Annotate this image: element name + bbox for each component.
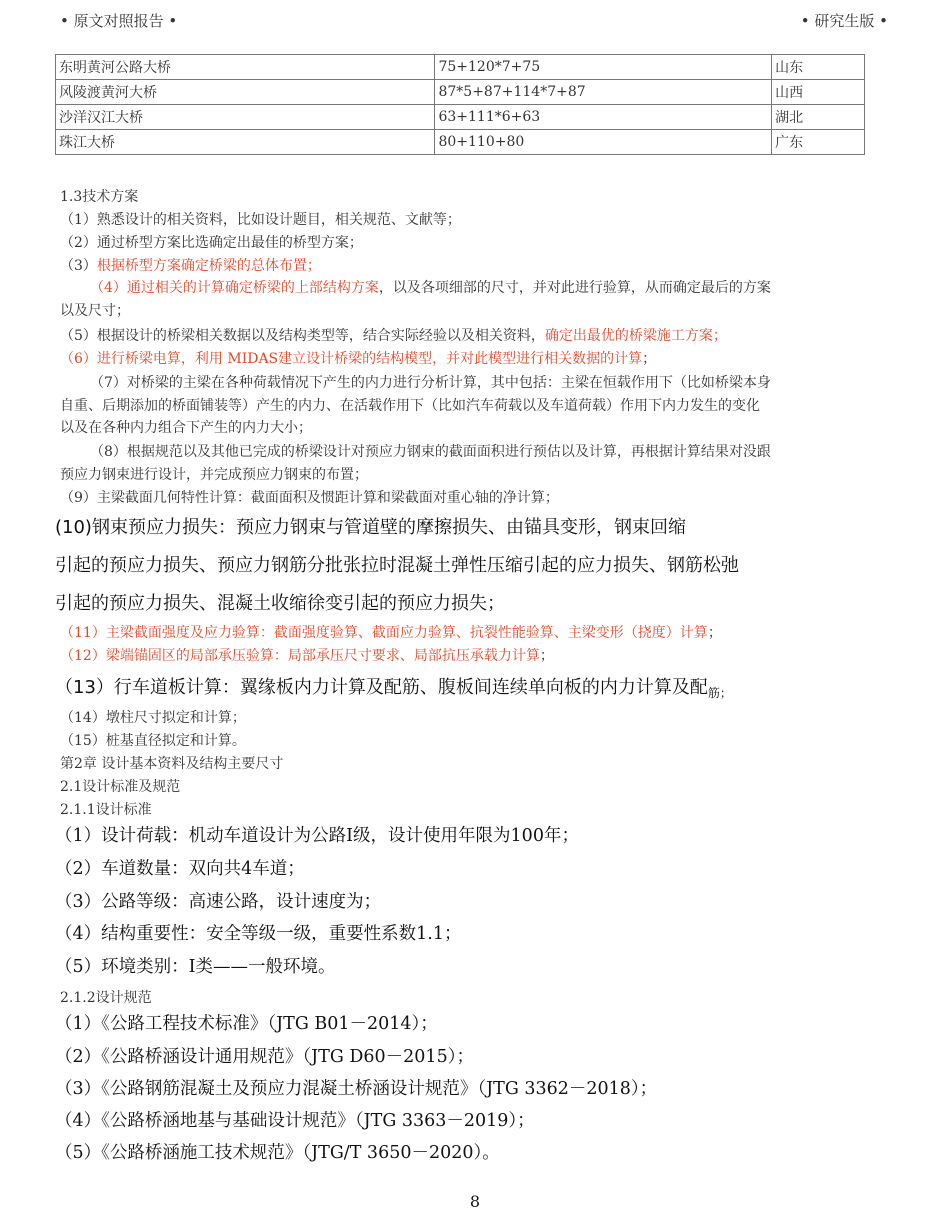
tech-item-12 xyxy=(60,645,554,665)
standard-item-5: （5）环境类别：Ⅰ类——一般环境。 xyxy=(55,957,336,977)
province-cell: 山东 xyxy=(772,55,865,80)
section-1-3-title: 1.3技术方案 xyxy=(60,189,139,205)
tech-item-12-end: ； xyxy=(539,648,554,664)
tech-item-9: （9）主梁截面几何特性计算：截面面积及惯距计算和梁截面对重心轴的净计算； xyxy=(60,490,559,506)
span-layout-cell: 87*5+87+114*7+87 xyxy=(435,80,772,105)
standard-item-3: （3）公路等级：高速公路，设计速度为； xyxy=(55,892,382,912)
tech-item-8-line-1: （8）根据规范以及其他已完成的桥梁设计对预应力钢束的截面面积进行预估以及计算，再根据计算结果对没跟 xyxy=(90,444,771,460)
tech-item-13-text: （13）行车道板计算：翼缘板内力计算及配筋、腹板间连续单向板的内力计算及配 xyxy=(55,677,708,698)
code-item-5: （5）《公路桥涵施工技术规范》（JTG/T 3650－2020）。 xyxy=(55,1143,500,1163)
tech-item-10-line-1: (10)钢束预应力损失：预应力钢束与管道壁的摩擦损失、由锚具变形，钢束回缩 xyxy=(55,517,686,538)
header-watermark xyxy=(250,0,700,55)
table-row xyxy=(56,80,865,105)
header-right-label: • 研究生版 • xyxy=(800,12,888,30)
standard-item-1: （1）设计荷载：机动车道设计为公路Ⅰ级，设计使用年限为100年； xyxy=(55,826,579,846)
tech-item-10-line-3: 引起的预应力损失、混凝土收缩徐变引起的预应力损失； xyxy=(55,593,505,614)
tech-item-10-line-2: 引起的预应力损失、预应力钢筋分批张拉时混凝土弹性压缩引起的应力损失、钢筋松弛 xyxy=(55,555,739,576)
tech-item-6-highlight: （6）进行桥梁电算，利用 MIDAS建立设计桥梁的结构模型，并对此模型进行相关数据的计算 xyxy=(60,351,643,367)
province-cell: 广东 xyxy=(772,130,865,155)
tech-item-3-highlight: 根据桥型方案确定桥梁的总体布置； xyxy=(96,258,321,274)
chapter-2-title: 第2章 设计基本资料及结构主要尺寸 xyxy=(60,756,284,772)
code-item-4: （4）《公路桥涵地基与基础设计规范》（JTG 3363－2019）； xyxy=(55,1111,535,1131)
tech-item-3-prefix: （3） xyxy=(60,258,97,274)
province-cell: 湖北 xyxy=(772,105,865,130)
tech-item-4-rest: ，以及各项细部的尺寸，并对此进行验算，从而确定最后的方案 xyxy=(378,280,771,296)
code-item-3: （3）《公路钢筋混凝土及预应力混凝土桥涵设计规范》（JTG 3362－2018）； xyxy=(55,1079,658,1099)
tech-item-11-end: ； xyxy=(707,625,722,641)
standard-item-2: （2）车道数量：双向共4车道； xyxy=(55,859,305,879)
province-cell: 山西 xyxy=(772,80,865,105)
tech-item-4-cont: 以及尺寸； xyxy=(60,303,130,319)
tech-item-3 xyxy=(60,255,321,275)
tech-item-13-end: ； xyxy=(719,686,732,700)
tech-item-5 xyxy=(60,325,727,345)
tech-item-13-subscript: 筋 xyxy=(707,686,720,700)
tech-item-7-line-2: 自重、后期添加的桥面铺装等）产生的内力、在活载作用下（比如汽车荷载以及车道荷载）作用下内力发生的变化 xyxy=(60,398,760,414)
bridge-name-cell: 东明黄河公路大桥 xyxy=(56,55,435,80)
bridge-name-cell: 珠江大桥 xyxy=(56,130,435,155)
bridge-name-cell: 风陵渡黄河大桥 xyxy=(56,80,435,105)
tech-item-13 xyxy=(55,673,732,701)
section-2-1-1-title: 2.1.1设计标准 xyxy=(60,802,152,818)
standard-item-4: （4）结构重要性：安全等级一级，重要性系数1.1； xyxy=(55,924,462,944)
tech-item-7-line-1: （7）对桥梁的主梁在各种荷载情况下产生的内力进行分析计算，其中包括：主梁在恒载作用下（比如桥梁本身 xyxy=(90,375,771,391)
tech-item-5-text: （5）根据设计的桥梁相关数据以及结构类型等，结合实际经验以及相关资料， xyxy=(60,328,545,344)
tech-item-2: （2）通过桥型方案比选确定出最佳的桥型方案； xyxy=(60,235,363,251)
tech-item-15: （15）桩基直径拟定和计算。 xyxy=(60,733,246,749)
tech-item-5-highlight: 确定出最优的桥梁施工方案； xyxy=(544,328,727,344)
tech-item-7-line-3: 以及在各种内力组合下产生的内力大小； xyxy=(60,420,312,436)
tech-item-11-highlight: （11）主梁截面强度及应力验算：截面强度验算、截面应力验算、抗裂性能验算、主梁变形（挠度）计算 xyxy=(60,625,708,641)
section-2-1-title: 2.1设计标准及规范 xyxy=(60,779,181,795)
bridge-table xyxy=(55,54,865,155)
tech-item-11 xyxy=(60,622,722,642)
table-row xyxy=(56,55,865,80)
tech-item-4 xyxy=(90,277,771,297)
tech-item-6-end: ； xyxy=(642,351,657,367)
header-left-label: • 原文对照报告 • xyxy=(60,12,178,30)
code-item-1: （1）《公路工程技术标准》（JTG B01－2014）； xyxy=(55,1014,438,1034)
span-layout-cell: 63+111*6+63 xyxy=(435,105,772,130)
tech-item-1: （1）熟悉设计的相关资料，比如设计题目，相关规范、文献等； xyxy=(60,212,461,228)
code-item-2: （2）《公路桥涵设计通用规范》（JTG D60－2015）； xyxy=(55,1047,474,1067)
tech-item-12-highlight: （12）梁端锚固区的局部承压验算：局部承压尺寸要求、局部抗压承载力计算 xyxy=(60,648,540,664)
section-2-1-2-title: 2.1.2设计规范 xyxy=(60,990,152,1006)
table-row xyxy=(56,105,865,130)
span-layout-cell: 75+120*7+75 xyxy=(435,55,772,80)
page-number: 8 xyxy=(469,1192,481,1211)
bridge-name-cell: 沙洋汉江大桥 xyxy=(56,105,435,130)
table-row xyxy=(56,130,865,155)
tech-item-8-line-2: 预应力钢束进行设计，并完成预应力钢束的布置； xyxy=(60,467,368,483)
tech-item-14: （14）墩柱尺寸拟定和计算； xyxy=(60,710,246,726)
span-layout-cell: 80+110+80 xyxy=(435,130,772,155)
tech-item-6 xyxy=(60,348,656,368)
tech-item-4-highlight: （4）通过相关的计算确定桥梁的上部结构方案 xyxy=(90,280,379,296)
